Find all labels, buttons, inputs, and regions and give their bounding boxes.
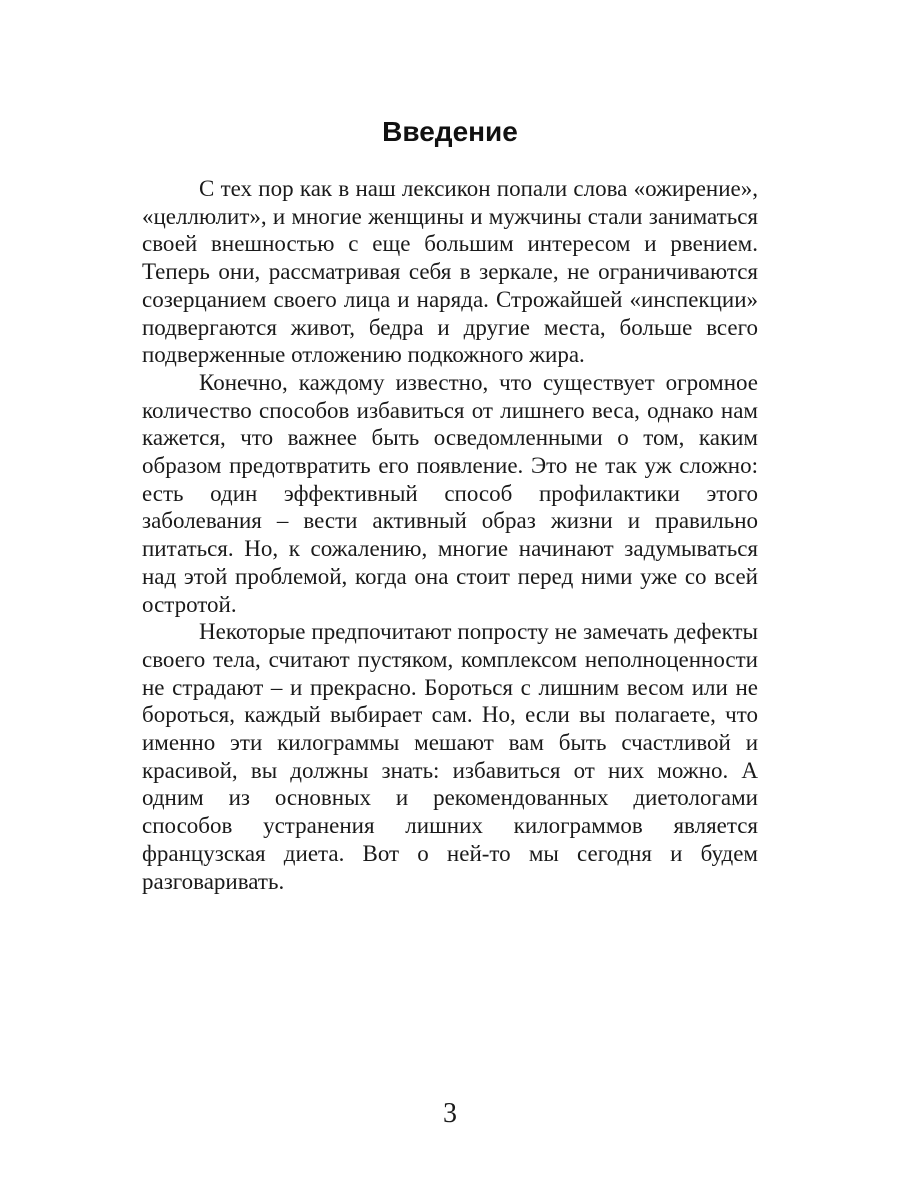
paragraph-1: С тех пор как в наш лексикон попали слова «ожирение», «целлюлит», и многие женщины и мужчины стали заниматься своей внешностью с еще большим интересом и рвением. Теперь они, рассматривая себя в зеркале, не ограничиваются созерцанием своего лица и наряда. Строжайшей «инспекции» подвергаются живот, бедра и другие места, больше всего подверженные отложению подкожного жира. xyxy=(142,176,758,368)
body-text xyxy=(142,175,758,895)
page-number: 3 xyxy=(443,1098,457,1129)
chapter-heading: Введение xyxy=(382,116,518,147)
paragraph-3: Некоторые предпочитают попросту не замечать дефекты своего тела, считают пустяком, комплексом неполноценности не страдают – и прекрасно. Бороться с лишним весом или не бороться, каждый выбирает сам. Но, если вы полагаете, что именно эти килограммы мешают вам быть счастливой и красивой, вы должны знать: избавиться от них можно. А одним из основных и рекомендованных диетологами способов устранения лишних килограммов является французская диета. Вот о ней-то мы сегодня и будем разговаривать. xyxy=(142,619,758,894)
paragraph-2: Конечно, каждому известно, что существует огромное количество способов избавиться от лишнего веса, однако нам кажется, что важнее быть осведомленными о том, каким образом предотвратить его появление. Это не так уж сложно: есть один эффективный способ профилактики этого заболевания – вести активный образ жизни и правильно питаться. Но, к сожалению, многие начинают задумываться над этой проблемой, когда она стоит перед ними уже со всей остротой. xyxy=(142,369,758,617)
